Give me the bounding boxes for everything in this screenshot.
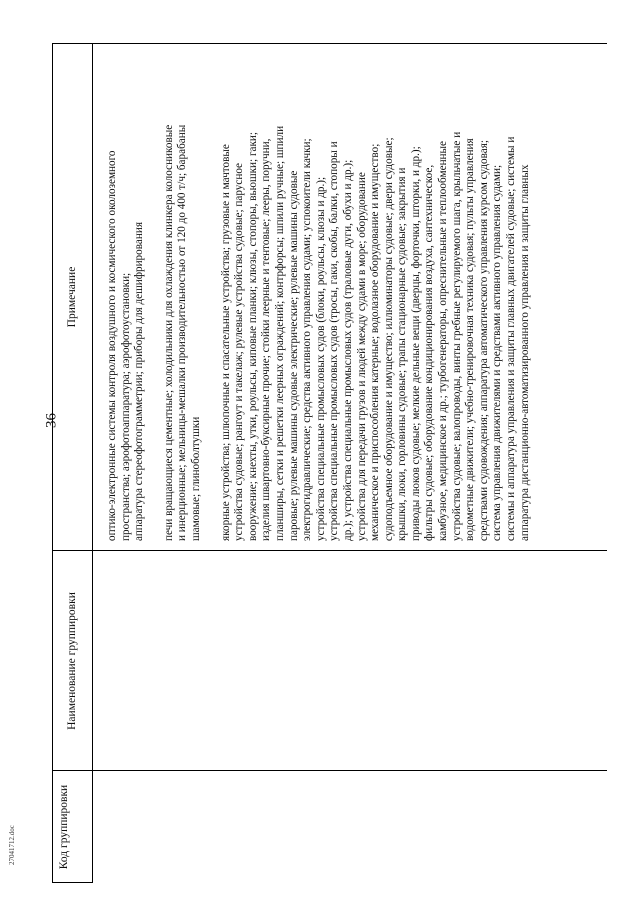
footer-filename: 27041712.doc [8, 825, 16, 865]
rotated-page [52, 43, 607, 883]
note-line: пространства; аэрофотоаппаратура; аэрофотоустановки; [119, 272, 132, 541]
note-line: устройства судовые; валопроводы, винты гребные регулируемого шага, крыльчатые и [450, 131, 463, 541]
note-line: устройства специальные промысловых судов (тросы, гаки, скобы, балки, стопоры и [328, 141, 341, 541]
note-line: аппаратура стереофотограмметрии; приборы для дешифрирования [133, 222, 146, 541]
note-line: планширы, сетки и решетки леерных ограждений; контрфорсы; шпили ручные; шпили [273, 125, 286, 541]
header-code: Код группировки [58, 784, 70, 870]
note-line: вооружение; кнехты, утки, роульсы, киповые планки; клюзы, стопоры, вьюшки; гаки; [246, 131, 259, 541]
note-block-optics [106, 49, 147, 541]
note-line: паровые; рулевые машины судовые электрические; рулевые машины судовые [287, 170, 300, 541]
note-line: др.); устройства специальные промысловых судов (траловые дуги, обухи и др.); [341, 159, 354, 541]
note-line: оптико-электронные системы контроля воздушного и космического околоземного [106, 150, 118, 541]
note-line: устройства для передачи грузов и людей между судами в море; оборудование [355, 172, 368, 541]
note-line: шамовые; глиноболтушки [189, 416, 202, 541]
header-name: Наименование группировки [66, 592, 78, 730]
note-line: система управления движителями и средствами активного управления судами; [491, 164, 504, 541]
note-line: крышки, люки, горловины судовые; трапы стационарные судовые; закрытия и [396, 167, 409, 541]
note-line: механическое и приспособления катерные; водолазное оборудование и имущество; [369, 143, 382, 541]
note-line: камбузное, медицинское и др.; турбогенераторы, опреснительные и теплообменные [437, 140, 450, 541]
note-line: судоподъемное оборудование и имущество; иллюминаторы судовые; двери судовые; [382, 137, 395, 541]
note-column [106, 49, 548, 541]
note-line: устройства специальные промысловых судов (блоки, роульсы, клюзы и др.); [314, 176, 327, 541]
note-line: печи вращающиеся цементные; холодильники для охлаждения клинкера колосниковые [162, 124, 175, 541]
note-block-ship [220, 49, 533, 541]
note-line: устройства судовые; рангоут и такелаж; рулевые устройства судовые; парусное [233, 162, 246, 541]
note-line: средствами судовождения; аппаратура автоматического управления курсом судовая; [477, 140, 490, 541]
note-line: аппаратура дистанционно-автоматизированного управления и защиты главных [518, 164, 531, 541]
note-line: фильтры судовые; оборудование кондиционирования воздуха, сантехническое, [423, 164, 436, 541]
note-line: системы и аппаратура управления и защиты главных двигателей судовые; системы и [505, 136, 518, 541]
classification-table [52, 43, 607, 883]
page-number: 36 [43, 413, 60, 428]
table-right-rule [52, 43, 607, 44]
note-line: приводы люков судовые; мелкие дельные вещи (дверцы, форточки, шторки, и др.); [409, 146, 422, 541]
name-column-rule [52, 550, 607, 551]
note-line: изделия швартовно-буксирные прочие; стойки леерные и тентовые; лееры, поручни, [260, 138, 273, 541]
note-line: электрогидравлические; средства активного управления судами; успокоители качки; [301, 138, 314, 541]
note-block-cement [163, 49, 204, 541]
note-line: якорные устройства; шлюпочные и спасательные устройства; грузовые и мачтовые [219, 144, 232, 541]
note-line: водометные движители; учебно-тренировочная техника судовая; пульты управления [464, 138, 477, 541]
note-line: и инерционные; мельницы-мешалки производительностью от 120 до 400 т/ч; барабаны [176, 124, 189, 541]
header-note: Примечание [66, 266, 78, 328]
code-column-rule [52, 770, 607, 771]
table-top-rule [52, 43, 53, 883]
header-rule [92, 43, 93, 883]
